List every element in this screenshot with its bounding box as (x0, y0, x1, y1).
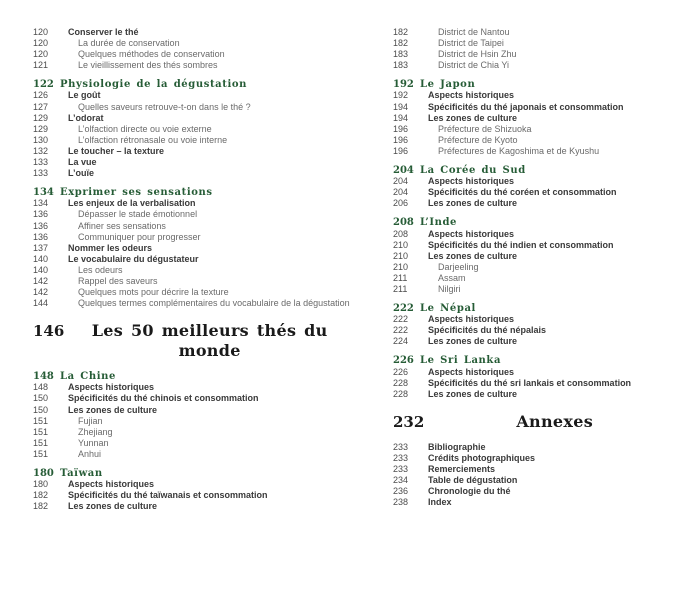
toc-entry (33, 102, 355, 113)
toc-page-number: 121 (33, 60, 49, 71)
toc-page-number: 182 (33, 490, 49, 501)
toc-entry (393, 176, 685, 187)
toc-entry (33, 468, 355, 479)
toc-entry-label: Dépasser le stade émotionnel (78, 209, 198, 220)
toc-entry (393, 135, 685, 146)
toc-page-number: 192 (393, 79, 414, 91)
toc-entry (393, 187, 685, 198)
toc-entry-label: Le toucher – la texture (68, 145, 165, 156)
toc-entry-label: Aspects historiques (428, 366, 515, 377)
toc-entry (33, 124, 355, 135)
toc-entry-label: Spécificités du thé sri lankais et consommation (428, 377, 632, 388)
toc-page-number: 194 (393, 112, 409, 123)
toc-page-number: 222 (393, 325, 409, 336)
toc-entry-label: Chronologie du thé (428, 486, 511, 497)
toc-page-number: 151 (33, 415, 49, 426)
toc-entry (393, 486, 685, 497)
toc-page-number: 151 (33, 448, 49, 459)
toc-column-left (33, 27, 355, 512)
toc-entry (33, 168, 355, 179)
toc-page-number: 132 (33, 145, 49, 156)
toc-page-number: 140 (33, 264, 49, 275)
toc-entry (33, 27, 355, 38)
toc-page-number: 129 (33, 112, 49, 123)
toc-entry-label: Les zones de culture (428, 336, 518, 347)
toc-page-number: 224 (393, 336, 409, 347)
toc-page-number: 204 (393, 165, 414, 177)
toc-page-number: 210 (393, 261, 409, 272)
toc-page-number: 183 (393, 60, 409, 71)
toc-entry-label: Taïwan (60, 468, 103, 479)
toc-entry-label: Le vocabulaire du dégustateur (68, 253, 199, 264)
toc-page-number: 140 (33, 253, 49, 264)
toc-entry (33, 90, 355, 101)
toc-entry (393, 303, 685, 314)
toc-entry (393, 262, 685, 273)
toc-entry-label: Physiologie de la dégustation (60, 79, 248, 91)
toc-page-number: 122 (33, 79, 54, 91)
toc-entry (33, 113, 355, 124)
toc-entry-label: Aspects historiques (428, 228, 515, 239)
toc-entry-label: La durée de conservation (78, 38, 180, 49)
toc-entry-label: Quelques termes complémentaires du vocabulaire de la dégustation (78, 298, 350, 309)
toc-page-number: 196 (393, 123, 409, 134)
toc-entry (393, 464, 685, 475)
toc-page-number: 120 (33, 38, 49, 49)
toc-entry-label: Affiner ses sensations (78, 220, 166, 231)
toc-entry (393, 442, 685, 453)
toc-page-number: 226 (393, 355, 414, 367)
toc-entry-label: Nilgiri (438, 283, 461, 294)
toc-entry (393, 314, 685, 325)
toc-entry-label: Préfecture de Kyoto (438, 134, 518, 145)
toc-entry-label: District de Hsin Zhu (438, 49, 517, 60)
toc-page-number: 238 (393, 497, 409, 508)
toc-entry-label: Zhejiang (78, 426, 113, 437)
toc-page-number: 150 (33, 393, 49, 404)
toc-entry-label: Les zones de culture (428, 112, 518, 123)
toc-page-number: 146 (33, 322, 65, 341)
toc-entry (33, 416, 355, 427)
toc-entry-label: Bibliographie (428, 441, 486, 452)
toc-page-number: 232 (393, 412, 425, 431)
toc-page-number: 148 (33, 371, 54, 383)
toc-entry-label: Les 50 meilleurs thés du monde (91, 321, 328, 361)
toc-page-number: 233 (393, 441, 409, 452)
toc-page-number: 183 (393, 49, 409, 60)
toc-entry (393, 325, 685, 336)
toc-page-number: 134 (33, 198, 49, 209)
toc-page-number: 208 (393, 228, 409, 239)
toc-page-number: 204 (393, 187, 409, 198)
toc-entry-label: Spécificités du thé népalais (428, 325, 547, 336)
toc-entry-label: Aspects historiques (68, 479, 155, 490)
toc-entry-label: L’odorat (68, 112, 104, 123)
toc-entry (33, 405, 355, 416)
toc-entry-label: Aspects historiques (428, 176, 515, 187)
toc-entry-label: Les enjeux de la verbalisation (68, 198, 196, 209)
toc-page-number: 234 (393, 475, 409, 486)
toc-entry-label: Spécificités du thé japonais et consommation (428, 101, 624, 112)
toc-entry-label: Communiquer pour progresser (78, 231, 201, 242)
toc-entry (393, 355, 685, 366)
toc-entry (393, 475, 685, 486)
toc-entry-label: District de Chia Yi (438, 60, 510, 71)
toc-entry-label: Le Népal (420, 303, 476, 315)
toc-entry (393, 49, 685, 60)
toc-entry (393, 165, 685, 176)
toc-entry (33, 146, 355, 157)
toc-entry-label: Spécificités du thé taïwanais et consommation (68, 490, 268, 501)
toc-entry-label: Index (428, 497, 452, 508)
toc-entry-label: Spécificités du thé indien et consommation (428, 239, 614, 250)
toc-entry (393, 378, 685, 389)
toc-entry (33, 298, 355, 309)
toc-entry (33, 321, 355, 361)
toc-page-number: 130 (33, 134, 49, 145)
toc-entry (393, 124, 685, 135)
toc-page-number: 196 (393, 145, 409, 156)
toc-entry-label: Remerciements (428, 464, 496, 474)
toc-entry (393, 251, 685, 262)
toc-page-number: 120 (33, 49, 49, 60)
toc-entry (33, 449, 355, 460)
toc-entry (393, 198, 685, 209)
toc-entry (393, 389, 685, 400)
toc-entry (393, 336, 685, 347)
toc-entry (33, 427, 355, 438)
toc-entry (393, 240, 685, 251)
toc-entry-label: Assam (438, 272, 466, 283)
toc-entry (33, 479, 355, 490)
toc-entry (33, 187, 355, 198)
toc-page-number: 151 (33, 437, 49, 448)
toc-page-number: 182 (393, 38, 409, 49)
toc-entry-label: Les zones de culture (428, 388, 518, 399)
toc-entry-label: Anhui (78, 448, 102, 459)
toc-entry-label: Rappel des saveurs (78, 275, 158, 286)
toc-entry (33, 265, 355, 276)
toc-entry-label: Préfecture de Shizuoka (438, 123, 532, 134)
toc-entry-label: La Chine (60, 371, 116, 383)
toc-entry (33, 382, 355, 393)
toc-entry (393, 273, 685, 284)
toc-page-number: 180 (33, 468, 54, 479)
toc-entry-label: L’Inde (420, 217, 458, 229)
toc-entry (33, 490, 355, 501)
toc-entry (33, 135, 355, 146)
toc-page-number: 222 (393, 303, 414, 315)
toc-entry-label: Nommer les odeurs (68, 242, 153, 253)
toc-entry-label: Yunnan (78, 437, 109, 448)
toc-page-number: 144 (33, 298, 49, 309)
toc-page-number: 150 (33, 404, 49, 415)
toc-entry (393, 113, 685, 124)
toc-entry (33, 393, 355, 404)
toc-entry-label: Les zones de culture (68, 501, 158, 512)
toc-page-number: 151 (33, 426, 49, 437)
toc-page-number: 222 (393, 314, 409, 325)
toc-entry (33, 209, 355, 220)
toc-entry (393, 453, 685, 464)
toc-entry-label: Annexes (516, 411, 593, 431)
toc-page-number: 137 (33, 242, 49, 253)
toc-page-number: 136 (33, 220, 49, 231)
toc-entry (33, 287, 355, 298)
toc-entry-label: Darjeeling (438, 261, 479, 272)
toc-entry-label: Le Japon (420, 79, 476, 91)
toc-entry-label: Aspects historiques (68, 382, 155, 393)
toc-entry-label: Quelques mots pour décrire la texture (78, 287, 229, 298)
toc-entry (33, 254, 355, 265)
toc-entry-label: Exprimer ses sensations (60, 187, 213, 199)
toc-entry (393, 102, 685, 113)
toc-page-number: 196 (393, 134, 409, 145)
toc-entry (393, 229, 685, 240)
toc-entry (33, 232, 355, 243)
toc-page-number: 129 (33, 123, 49, 134)
toc-page-number: 228 (393, 377, 409, 388)
toc-page-number: 133 (33, 168, 49, 179)
toc-page-number: 148 (33, 382, 49, 393)
toc-entry (33, 221, 355, 232)
toc-entry (33, 371, 355, 382)
toc-entry-label: Aspects historiques (428, 314, 515, 325)
toc-entry (393, 284, 685, 295)
toc-entry-label: District de Taipei (438, 38, 504, 49)
toc-entry-label: Aspects historiques (428, 90, 515, 101)
toc-entry-label: Les zones de culture (428, 198, 518, 209)
toc-entry (33, 49, 355, 60)
toc-entry (393, 412, 685, 432)
toc-entry (33, 276, 355, 287)
toc-entry (393, 79, 685, 90)
toc-entry (393, 27, 685, 38)
toc-page-number: 136 (33, 209, 49, 220)
toc-page-number: 211 (393, 283, 408, 294)
toc-entry-label: Spécificités du thé coréen et consommation (428, 187, 617, 198)
toc-entry-label: Le Sri Lanka (420, 355, 502, 367)
toc-page-number: 142 (33, 275, 49, 286)
toc-entry (393, 146, 685, 157)
toc-entry-label: Le vieillissement des thés sombres (78, 60, 218, 71)
toc-entry-label: Les zones de culture (428, 250, 518, 261)
toc-entry (33, 501, 355, 512)
toc-entry-label: La vue (68, 157, 97, 168)
toc-page-number: 133 (33, 157, 49, 168)
toc-page-number: 192 (393, 90, 409, 101)
toc-page-number: 206 (393, 198, 409, 209)
toc-entry-label: Les odeurs (78, 264, 123, 275)
toc-entry-label: L’ouïe (68, 168, 95, 179)
toc-entry (33, 79, 355, 90)
toc-page-number: 182 (33, 501, 49, 512)
toc-page-number: 204 (393, 176, 409, 187)
toc-page-number: 210 (393, 250, 409, 261)
toc-page-number: 142 (33, 287, 49, 298)
toc-entry (33, 243, 355, 254)
toc-entry-label: District de Nantou (438, 27, 510, 37)
toc-page-number: 208 (393, 217, 414, 229)
toc-entry (393, 367, 685, 378)
toc-entry (33, 198, 355, 209)
toc-page-number: 136 (33, 231, 49, 242)
toc-entry (33, 157, 355, 168)
toc-entry-label: Conserver le thé (68, 27, 139, 37)
toc-entry-label: L’olfaction rétronasale ou voie interne (78, 134, 228, 145)
toc-entry-label: Quelles saveurs retrouve-t-on dans le thé ? (78, 101, 251, 112)
toc-page-number: 182 (393, 27, 409, 37)
toc-entry-label: L’olfaction directe ou voie externe (78, 123, 212, 134)
toc-page-number: 236 (393, 486, 409, 497)
toc-page-number: 226 (393, 366, 409, 377)
toc-entry (393, 38, 685, 49)
toc-entry-label: Les zones de culture (68, 404, 158, 415)
toc-entry-label: Table de dégustation (428, 475, 518, 486)
toc-entry-label: La Corée du Sud (420, 165, 526, 177)
toc-entry-label: Préfectures de Kagoshima et de Kyushu (438, 145, 600, 156)
toc-page-number: 194 (393, 101, 409, 112)
toc-column-right (393, 27, 685, 508)
toc-entry-label: Spécificités du thé chinois et consommation (68, 393, 259, 404)
toc-page-number: 233 (393, 452, 409, 463)
toc-page-number: 180 (33, 479, 49, 490)
toc-entry-label: Le goût (68, 90, 101, 101)
toc-entry-label: Crédits photographiques (428, 452, 536, 463)
toc-page-number: 228 (393, 388, 409, 399)
toc-entry (33, 38, 355, 49)
toc-page-number: 134 (33, 187, 54, 199)
toc-page-number: 126 (33, 90, 49, 101)
toc-entry-label: Quelques méthodes de conservation (78, 49, 225, 60)
toc-entry (393, 497, 685, 508)
toc-entry (393, 60, 685, 71)
toc-page-number: 127 (33, 101, 49, 112)
toc-entry-label: Fujian (78, 415, 103, 426)
toc-entry (393, 217, 685, 228)
toc-entry (33, 60, 355, 71)
toc-page-number: 210 (393, 239, 409, 250)
toc-page-number: 120 (33, 27, 49, 37)
toc-page-number: 233 (393, 464, 409, 474)
toc-page-number: 211 (393, 272, 408, 283)
toc-entry (393, 90, 685, 101)
toc-entry (33, 438, 355, 449)
